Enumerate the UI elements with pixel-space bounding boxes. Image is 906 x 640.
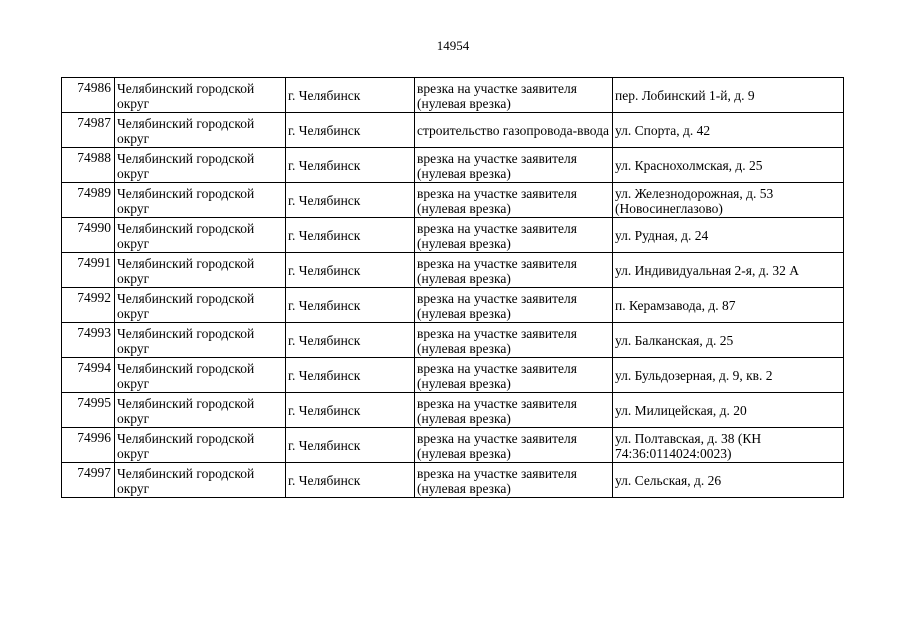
district-cell: Челябинский городской округ	[115, 183, 286, 218]
address-cell: ул. Рудная, д. 24	[613, 218, 844, 253]
work-type-cell: врезка на участке заявителя (нулевая врезка)	[415, 183, 613, 218]
table-row	[62, 288, 844, 323]
work-type-cell: врезка на участке заявителя (нулевая врезка)	[415, 148, 613, 183]
table-row	[62, 393, 844, 428]
work-type-cell: врезка на участке заявителя (нулевая врезка)	[415, 78, 613, 113]
district-cell: Челябинский городской округ	[115, 358, 286, 393]
address-cell: ул. Краснохолмская, д. 25	[613, 148, 844, 183]
city-cell: г. Челябинск	[286, 113, 415, 148]
city-cell: г. Челябинск	[286, 253, 415, 288]
address-cell: п. Керамзавода, д. 87	[613, 288, 844, 323]
work-type-cell: врезка на участке заявителя (нулевая врезка)	[415, 323, 613, 358]
address-cell: ул. Железнодорожная, д. 53 (Новосинеглазово)	[613, 183, 844, 218]
city-cell: г. Челябинск	[286, 428, 415, 463]
work-type-cell: строительство газопровода-ввода	[415, 113, 613, 148]
table-row	[62, 323, 844, 358]
row-number: 74996	[62, 428, 115, 463]
district-cell: Челябинский городской округ	[115, 78, 286, 113]
city-cell: г. Челябинск	[286, 218, 415, 253]
row-number: 74988	[62, 148, 115, 183]
city-cell: г. Челябинск	[286, 183, 415, 218]
work-type-cell: врезка на участке заявителя (нулевая врезка)	[415, 428, 613, 463]
district-cell: Челябинский городской округ	[115, 288, 286, 323]
registry-table	[61, 77, 844, 498]
table-row	[62, 358, 844, 393]
district-cell: Челябинский городской округ	[115, 428, 286, 463]
city-cell: г. Челябинск	[286, 463, 415, 498]
table-row	[62, 113, 844, 148]
row-number: 74990	[62, 218, 115, 253]
table-row	[62, 428, 844, 463]
row-number: 74994	[62, 358, 115, 393]
row-number: 74991	[62, 253, 115, 288]
work-type-cell: врезка на участке заявителя (нулевая врезка)	[415, 463, 613, 498]
table-row	[62, 253, 844, 288]
district-cell: Челябинский городской округ	[115, 113, 286, 148]
district-cell: Челябинский городской округ	[115, 253, 286, 288]
city-cell: г. Челябинск	[286, 323, 415, 358]
table-row	[62, 218, 844, 253]
row-number: 74993	[62, 323, 115, 358]
row-number: 74997	[62, 463, 115, 498]
row-number: 74987	[62, 113, 115, 148]
address-cell: пер. Лобинский 1-й, д. 9	[613, 78, 844, 113]
row-number: 74995	[62, 393, 115, 428]
row-number: 74992	[62, 288, 115, 323]
work-type-cell: врезка на участке заявителя (нулевая врезка)	[415, 288, 613, 323]
table-row	[62, 183, 844, 218]
table-row	[62, 148, 844, 183]
city-cell: г. Челябинск	[286, 358, 415, 393]
page-number: 14954	[436, 38, 470, 53]
table-row	[62, 78, 844, 113]
table-row	[62, 463, 844, 498]
address-cell: ул. Милицейская, д. 20	[613, 393, 844, 428]
work-type-cell: врезка на участке заявителя (нулевая врезка)	[415, 218, 613, 253]
address-cell: ул. Индивидуальная 2-я, д. 32 А	[613, 253, 844, 288]
work-type-cell: врезка на участке заявителя (нулевая врезка)	[415, 253, 613, 288]
city-cell: г. Челябинск	[286, 288, 415, 323]
district-cell: Челябинский городской округ	[115, 393, 286, 428]
city-cell: г. Челябинск	[286, 148, 415, 183]
address-cell: ул. Сельская, д. 26	[613, 463, 844, 498]
work-type-cell: врезка на участке заявителя (нулевая врезка)	[415, 358, 613, 393]
address-cell: ул. Спорта, д. 42	[613, 113, 844, 148]
row-number: 74989	[62, 183, 115, 218]
address-cell: ул. Балканская, д. 25	[613, 323, 844, 358]
row-number: 74986	[62, 78, 115, 113]
city-cell: г. Челябинск	[286, 78, 415, 113]
district-cell: Челябинский городской округ	[115, 148, 286, 183]
address-cell: ул. Полтавская, д. 38 (КН 74:36:0114024:0023)	[613, 428, 844, 463]
work-type-cell: врезка на участке заявителя (нулевая врезка)	[415, 393, 613, 428]
address-cell: ул. Бульдозерная, д. 9, кв. 2	[613, 358, 844, 393]
district-cell: Челябинский городской округ	[115, 218, 286, 253]
district-cell: Челябинский городской округ	[115, 463, 286, 498]
district-cell: Челябинский городской округ	[115, 323, 286, 358]
city-cell: г. Челябинск	[286, 393, 415, 428]
